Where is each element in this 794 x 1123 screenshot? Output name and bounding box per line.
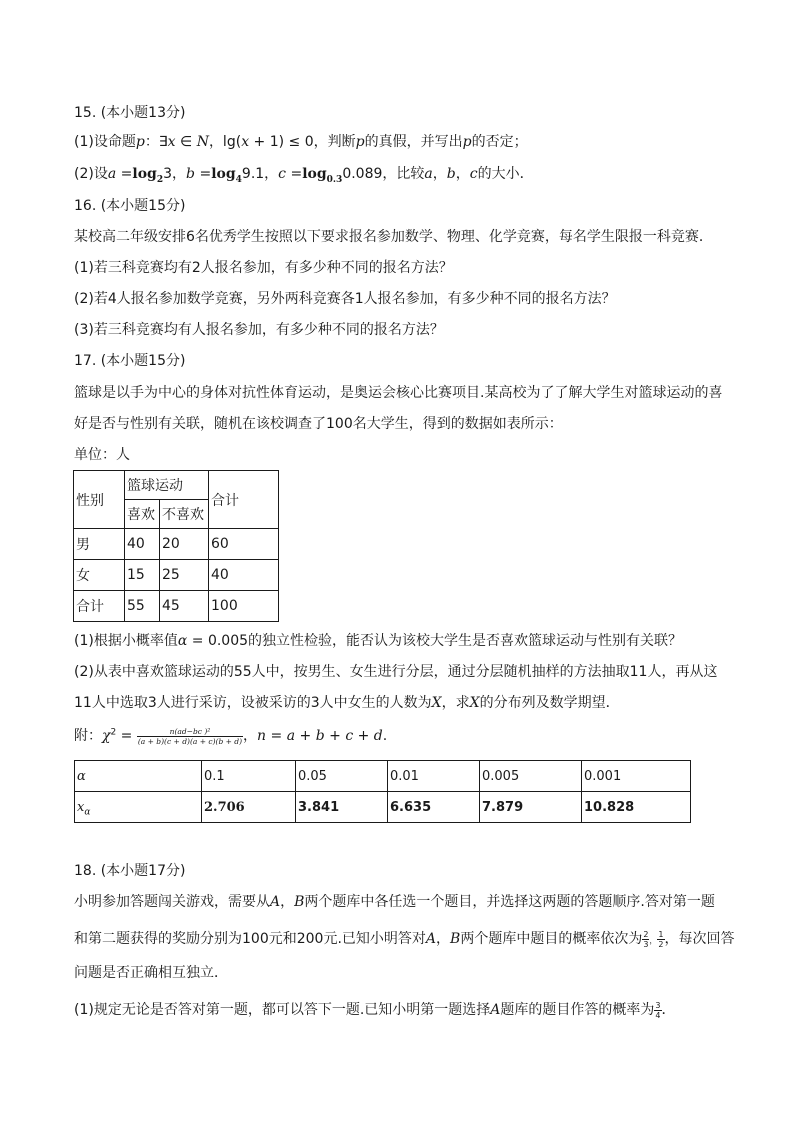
q18-line2: 和第二题获得的奖励分别为100元和200元.已知小明答对A，B两个题库中题目的概率依次为 $\frac{2}{3}$ ， $\frac{1}{2}$ ，每次回答 (74, 929, 735, 949)
q15-header: 15. (本小题13分) (74, 105, 186, 121)
q17-unit: 单位：人 (74, 447, 130, 463)
fraction-one-half: $\frac{1}{2}$ (658, 929, 664, 949)
chi-square-fraction: $\frac{\text{n(ad−bc )²}}{(a + b)(c + d)(a + c)(b + d)}$ (137, 726, 243, 746)
q16-intro: 某校高二年级安排6名优秀学生按照以下要求报名参加数学、物理、化学竞赛，每名学生限报一科竞赛． (74, 229, 713, 245)
header-basketball: 篮球运动 (125, 471, 209, 500)
q16-part2: (2)若4人报名参加数学竞赛，另外两科竞赛各1人报名参加，有多少种不同的报名方法？ (74, 291, 616, 307)
header-total: 合计 (209, 471, 279, 529)
q18-header: 18. (本小题17分) (74, 863, 186, 879)
header-like: 喜欢 (125, 500, 160, 529)
q15-part2: (2)设$a =\log_23$，$b =\log_49.1$，$c =\log_{0.3}0.089$，比较a，b，c的大小． (74, 166, 534, 185)
q17-part2-line2: 11人中选取3人进行采访，设被采访的3人中女生的人数为X，求X的分布列及数学期望． (74, 695, 620, 711)
contingency-table (73, 470, 279, 622)
q17-intro-line2: 好是否与性别有关联，随机在该校调查了100名大学生，得到的数据如表所示： (74, 416, 563, 432)
table-row: α 0.1 0.05 0.01 0.005 0.001 (75, 761, 691, 792)
q16-header: 16. (本小题15分) (74, 198, 186, 214)
table-row: $x_\alpha$ 2.706 3.841 6.635 7.879 10.828 (75, 792, 691, 823)
q16-part3: (3)若三科竞赛均有人报名参加，有多少种不同的报名方法？ (74, 322, 444, 338)
header-dislike: 不喜欢 (160, 500, 209, 529)
q17-part1: (1)根据小概率值α = 0.005的独立性检验，能否认为该校大学生是否喜欢篮球运动与性别有关联？ (74, 633, 683, 649)
fraction-three-quarters: $\frac{3}{4}$ (655, 1000, 661, 1020)
q17-intro-line1: 篮球是以手为中心的身体对抗性体育运动，是奥运会核心比赛项目.某高校为了了解大学生对篮球运动的喜 (74, 385, 723, 401)
table-row: 男 40 20 60 (74, 529, 279, 560)
q18-line3: 问题是否正确相互独立． (74, 965, 228, 981)
fraction-two-thirds: $\frac{2}{3}$ (643, 929, 649, 949)
q17-part2-line1: (2)从表中喜欢篮球运动的55人中，按男生、女生进行分层，通过分层随机抽样的方法抽取11人，再从这 (74, 664, 718, 680)
table-row: 合计 55 45 100 (74, 591, 279, 622)
header-gender: 性别 (74, 471, 125, 529)
q16-part1: (1)若三科竞赛均有2人报名参加，有多少种不同的报名方法？ (74, 260, 453, 276)
q18-line1: 小明参加答题闯关游戏，需要从A，B两个题库中各任选一个题目，并选择这两题的答题顺序.答对第一题 (74, 894, 715, 910)
critical-value-table (74, 760, 691, 823)
q17-header: 17. (本小题15分) (74, 353, 186, 369)
q18-part1: (1)规定无论是否答对第一题，都可以答下一题.已知小明第一题选择A题库的题目作答的概率为 $\frac{3}{4}$ ． (74, 1000, 676, 1020)
q17-formula: 附：$\chi^2$ = $\frac{\text{n(ad−bc )²}}{(a + b)(c + d)(a + c)(b + d)}$ ，n = a + b + c + d. (74, 726, 388, 746)
q15-part1: (1)设命题p：∃x ∈ N，lg(x + 1) ≤ 0，判断p的真假，并写出p的否定； (74, 134, 528, 150)
table-row: 女 15 25 40 (74, 560, 279, 591)
